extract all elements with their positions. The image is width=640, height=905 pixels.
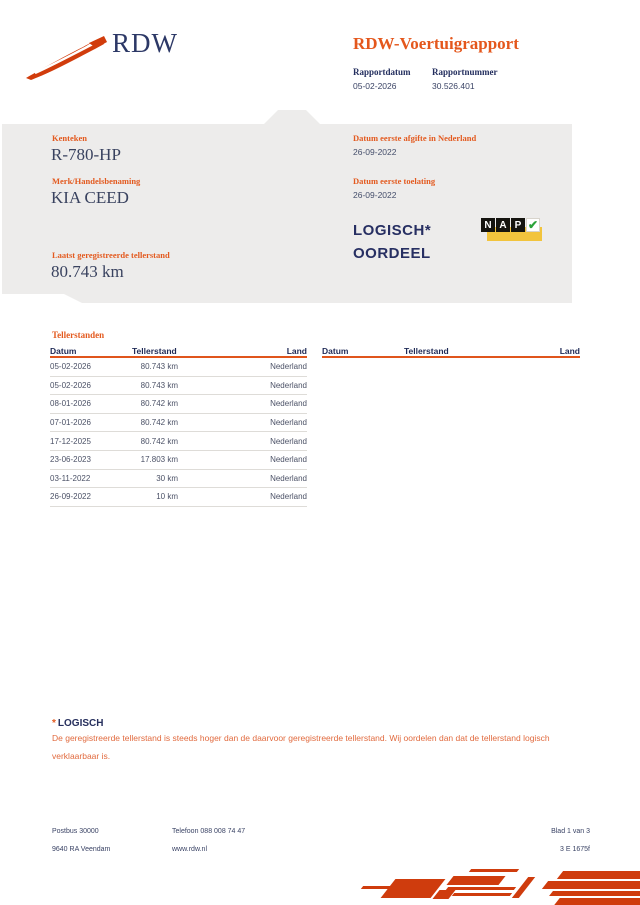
report-number-value: 30.526.401 bbox=[432, 81, 475, 91]
footer-form-code: 3 E 1675f bbox=[560, 846, 590, 853]
nap-letter-p: P bbox=[511, 218, 525, 232]
wing-stripe bbox=[446, 876, 505, 885]
cell-tellerstand: 80.743 km bbox=[140, 380, 178, 390]
nap-letter-a: A bbox=[496, 218, 510, 232]
footer-address-line1: Postbus 30000 bbox=[52, 828, 99, 835]
cell-tellerstand: 30 km bbox=[156, 473, 178, 483]
table-row bbox=[50, 488, 307, 507]
cell-datum: 05-02-2026 bbox=[50, 380, 91, 390]
cell-datum: 17-12-2025 bbox=[50, 436, 91, 446]
cell-datum: 03-11-2022 bbox=[50, 473, 91, 483]
cell-land: Nederland bbox=[270, 380, 307, 390]
footer-website: www.rdw.nl bbox=[172, 846, 208, 853]
table-row bbox=[50, 451, 307, 470]
cell-datum: 07-01-2026 bbox=[50, 418, 91, 428]
cell-land: Nederland bbox=[270, 492, 307, 502]
wing-stripe bbox=[554, 898, 640, 905]
cell-tellerstand: 17.803 km bbox=[140, 455, 178, 465]
table-row bbox=[50, 432, 307, 451]
datum-afgifte-label: Datum eerste afgifte in Nederland bbox=[353, 133, 477, 143]
oordeel-text bbox=[353, 219, 431, 265]
wing-stripe bbox=[542, 881, 640, 889]
cell-land: Nederland bbox=[270, 455, 307, 465]
cell-tellerstand: 80.742 km bbox=[140, 399, 178, 409]
column-header-tellerstand: Tellerstand bbox=[404, 346, 449, 356]
table-row bbox=[50, 358, 307, 377]
oordeel-line1: LOGISCH* bbox=[353, 222, 432, 239]
merk-label: Merk/Handelsbenaming bbox=[52, 176, 141, 186]
column-header-datum: Datum bbox=[50, 346, 77, 356]
merk-value: KIA CEED bbox=[51, 188, 129, 207]
datum-toelating-label: Datum eerste toelating bbox=[353, 176, 436, 186]
table-row bbox=[50, 470, 307, 489]
rdw-logo-wing-icon bbox=[25, 33, 107, 81]
table-row bbox=[50, 414, 307, 433]
tellerstanden-table-right bbox=[322, 343, 580, 358]
tellerstanden-table-left bbox=[50, 343, 307, 507]
kenteken-label: Kenteken bbox=[52, 133, 87, 143]
kenteken-value: R-780-HP bbox=[51, 145, 121, 164]
cell-datum: 23-06-2023 bbox=[50, 455, 91, 465]
rdw-logo-text: RDW bbox=[112, 28, 178, 58]
cell-land: Nederland bbox=[270, 362, 307, 372]
cell-land: Nederland bbox=[270, 436, 307, 446]
footnote-asterisk: * bbox=[52, 718, 56, 729]
column-header-land: Land bbox=[559, 346, 580, 356]
table-header-row bbox=[322, 343, 580, 358]
table-row bbox=[50, 395, 307, 414]
cell-tellerstand: 80.743 km bbox=[140, 362, 178, 372]
nap-letter-n: N bbox=[481, 218, 495, 232]
column-header-datum: Datum bbox=[322, 346, 349, 356]
wing-stripe bbox=[549, 891, 640, 896]
cell-datum: 05-02-2026 bbox=[50, 362, 91, 372]
nap-logo bbox=[481, 218, 545, 244]
footer-phone: Telefoon 088 008 74 47 bbox=[172, 828, 246, 835]
cell-land: Nederland bbox=[270, 473, 307, 483]
cell-tellerstand: 80.742 km bbox=[140, 436, 178, 446]
footnote-body: De geregistreerde tellerstand is steeds hoger dan de daarvoor geregistreerde tellerstand. Wij oordelen dan dat de tellerstand logisch verklaarbaar is. bbox=[52, 733, 550, 761]
cell-tellerstand: 10 km bbox=[156, 492, 178, 502]
column-header-tellerstand: Tellerstand bbox=[132, 346, 177, 356]
laatste-tellerstand-value: 80.743 km bbox=[51, 262, 124, 281]
oordeel-line2: OORDEEL bbox=[353, 245, 431, 262]
laatste-tellerstand-label: Laatst geregistreerde tellerstand bbox=[52, 250, 170, 260]
report-date-value: 05-02-2026 bbox=[353, 81, 397, 91]
wing-stripe bbox=[469, 869, 519, 872]
cell-datum: 26-09-2022 bbox=[50, 492, 91, 502]
cell-tellerstand: 80.742 km bbox=[140, 418, 178, 428]
datum-toelating-value: 26-09-2022 bbox=[353, 190, 397, 200]
footnote-title: LOGISCH bbox=[57, 718, 104, 729]
footer-page-number: Blad 1 van 3 bbox=[551, 828, 590, 835]
wing-stripe bbox=[452, 893, 512, 896]
tellerstanden-section-title: Tellerstanden bbox=[52, 330, 105, 340]
datum-afgifte-value: 26-09-2022 bbox=[353, 147, 397, 157]
report-date-label: Rapportdatum bbox=[353, 67, 411, 77]
table-header-row bbox=[50, 343, 307, 358]
column-header-land: Land bbox=[286, 346, 307, 356]
wing-stripe bbox=[557, 871, 640, 879]
footer-address-line2: 9640 RA Veendam bbox=[52, 846, 111, 853]
cell-land: Nederland bbox=[270, 399, 307, 409]
nap-logo-tiles bbox=[481, 218, 540, 232]
report-number-label: Rapportnummer bbox=[432, 67, 498, 77]
cell-datum: 08-01-2026 bbox=[50, 399, 91, 409]
table-row bbox=[50, 377, 307, 396]
nap-check-icon: ✔ bbox=[527, 218, 539, 232]
wing-stripe bbox=[446, 887, 516, 890]
report-title: RDW-Voertuigrapport bbox=[353, 34, 519, 53]
cell-land: Nederland bbox=[270, 418, 307, 428]
